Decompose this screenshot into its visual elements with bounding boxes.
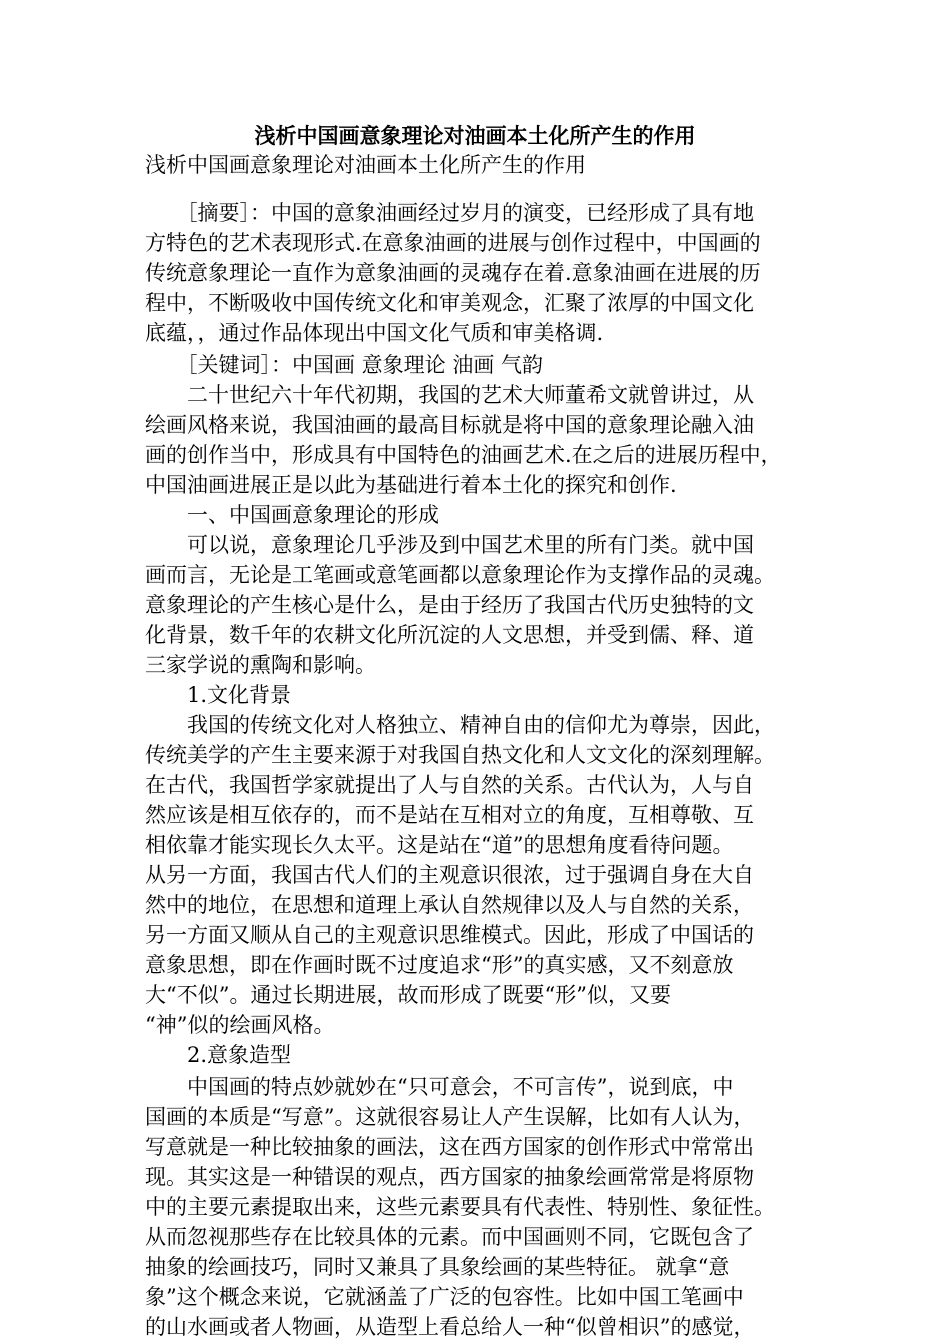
body-line: 大“不似”。通过长期进展，故而形成了既要“形”似，又要 (145, 983, 671, 1007)
body-line: 二十世纪六十年代初期，我国的艺术大师董希文就曾讲过，从 (145, 383, 754, 407)
body-line: 中国油画进展正是以此为基础进行着本土化的探究和创作. (145, 473, 677, 497)
body-line: 在古代，我国哲学家就提出了人与自然的关系。古代认为，人与自 (145, 773, 754, 797)
body-line: 2.意象造型 (145, 1043, 292, 1067)
body-line: 相依靠才能实现长久太平。这是站在“道”的思想角度看待问题。 (145, 833, 734, 857)
body-line: 一、中国画意象理论的形成 (145, 503, 439, 527)
body-line: 可以说，意象理论几乎涉及到中国艺术里的所有门类。就中国 (145, 533, 754, 557)
body-line: “神”似的绘画风格。 (145, 1013, 335, 1037)
body-line: 程中，不断吸收中国传统文化和审美观念，汇聚了浓厚的中国文化 (145, 291, 754, 315)
body-line: 传统意象理论一直作为意象油画的灵魂存在着.意象油画在进展的历 (145, 261, 761, 285)
body-line: ［摘要］：中国的意象油画经过岁月的演变，已经形成了具有地 (145, 201, 754, 225)
body-line: 中国画的特点妙就妙在“只可意会，不可言传”，说到底，中 (145, 1075, 734, 1099)
body-line: 意象理论的产生核心是什么，是由于经历了我国古代历史独特的文 (145, 593, 754, 617)
body-line: 从另一方面，我国古代人们的主观意识很浓，过于强调自身在大自 (145, 863, 754, 887)
body-line: 国画的本质是“写意”。这就很容易让人产生误解，比如有人认为， (145, 1105, 755, 1129)
body-line: 另一方面又顺从自己的主观意识思维模式。因此，形成了中国话的 (145, 923, 754, 947)
body-line: 画的创作当中，形成具有中国特色的油画艺术.在之后的进展历程中， (145, 443, 782, 467)
body-line: 传统美学的产生主要来源于对我国自热文化和人文文化的深刻理解。 (145, 743, 775, 767)
body-line: ［关键词］：中国画 意象理论 油画 气韵 (145, 353, 544, 377)
body-line: 的山水画或者人物画，从造型上看总给人一种“似曾相识”的感觉， (145, 1315, 755, 1339)
body-line: 意象思想，即在作画时既不过度追求“形”的真实感，又不刻意放 (145, 953, 734, 977)
body-line: 画而言，无论是工笔画或意笔画都以意象理论作为支撑作品的灵魂。 (145, 563, 775, 587)
body-line: 绘画风格来说，我国油画的最高目标就是将中国的意象理论融入油 (145, 413, 754, 437)
body-line: 1.文化背景 (145, 683, 292, 707)
document-title: 浅析中国画意象理论对油画本土化所产生的作用 (254, 123, 696, 148)
body-line: 然中的地位，在思想和道理上承认自然规律以及人与自然的关系， (145, 893, 754, 917)
body-line: 现。其实这是一种错误的观点，西方国家的抽象绘画常常是将原物 (145, 1165, 754, 1189)
body-line: 化背景，数千年的农耕文化所沉淀的人文思想，并受到儒、释、道 (145, 623, 754, 647)
body-line: 抽象的绘画技巧，同时又兼具了具象绘画的某些特征。 就拿“意 (145, 1255, 730, 1279)
body-line: 从而忽视那些存在比较具体的元素。而中国画则不同，它既包含了 (145, 1225, 754, 1249)
body-line: 写意就是一种比较抽象的画法，这在西方国家的创作形式中常常出 (145, 1135, 754, 1159)
body-line: 我国的传统文化对人格独立、精神自由的信仰尤为尊崇，因此， (145, 713, 775, 737)
body-line: 三家学说的熏陶和影响。 (145, 653, 376, 677)
body-line: 底蕴，，通过作品体现出中国文化气质和审美格调. (145, 321, 604, 345)
body-line: 象”这个概念来说，它就涵盖了广泛的包容性。比如中国工笔画中 (145, 1285, 744, 1309)
body-line: 中的主要元素提取出来，这些元素要具有代表性、特别性、象征性。 (145, 1195, 775, 1219)
body-line: 方特色的艺术表现形式.在意象油画的进展与创作过程中，中国画的 (145, 231, 761, 255)
body-line: 然应该是相互依存的，而不是站在互相对立的角度，互相尊敬、互 (145, 803, 754, 827)
body-line: 浅析中国画意象理论对油画本土化所产生的作用 (145, 153, 586, 177)
